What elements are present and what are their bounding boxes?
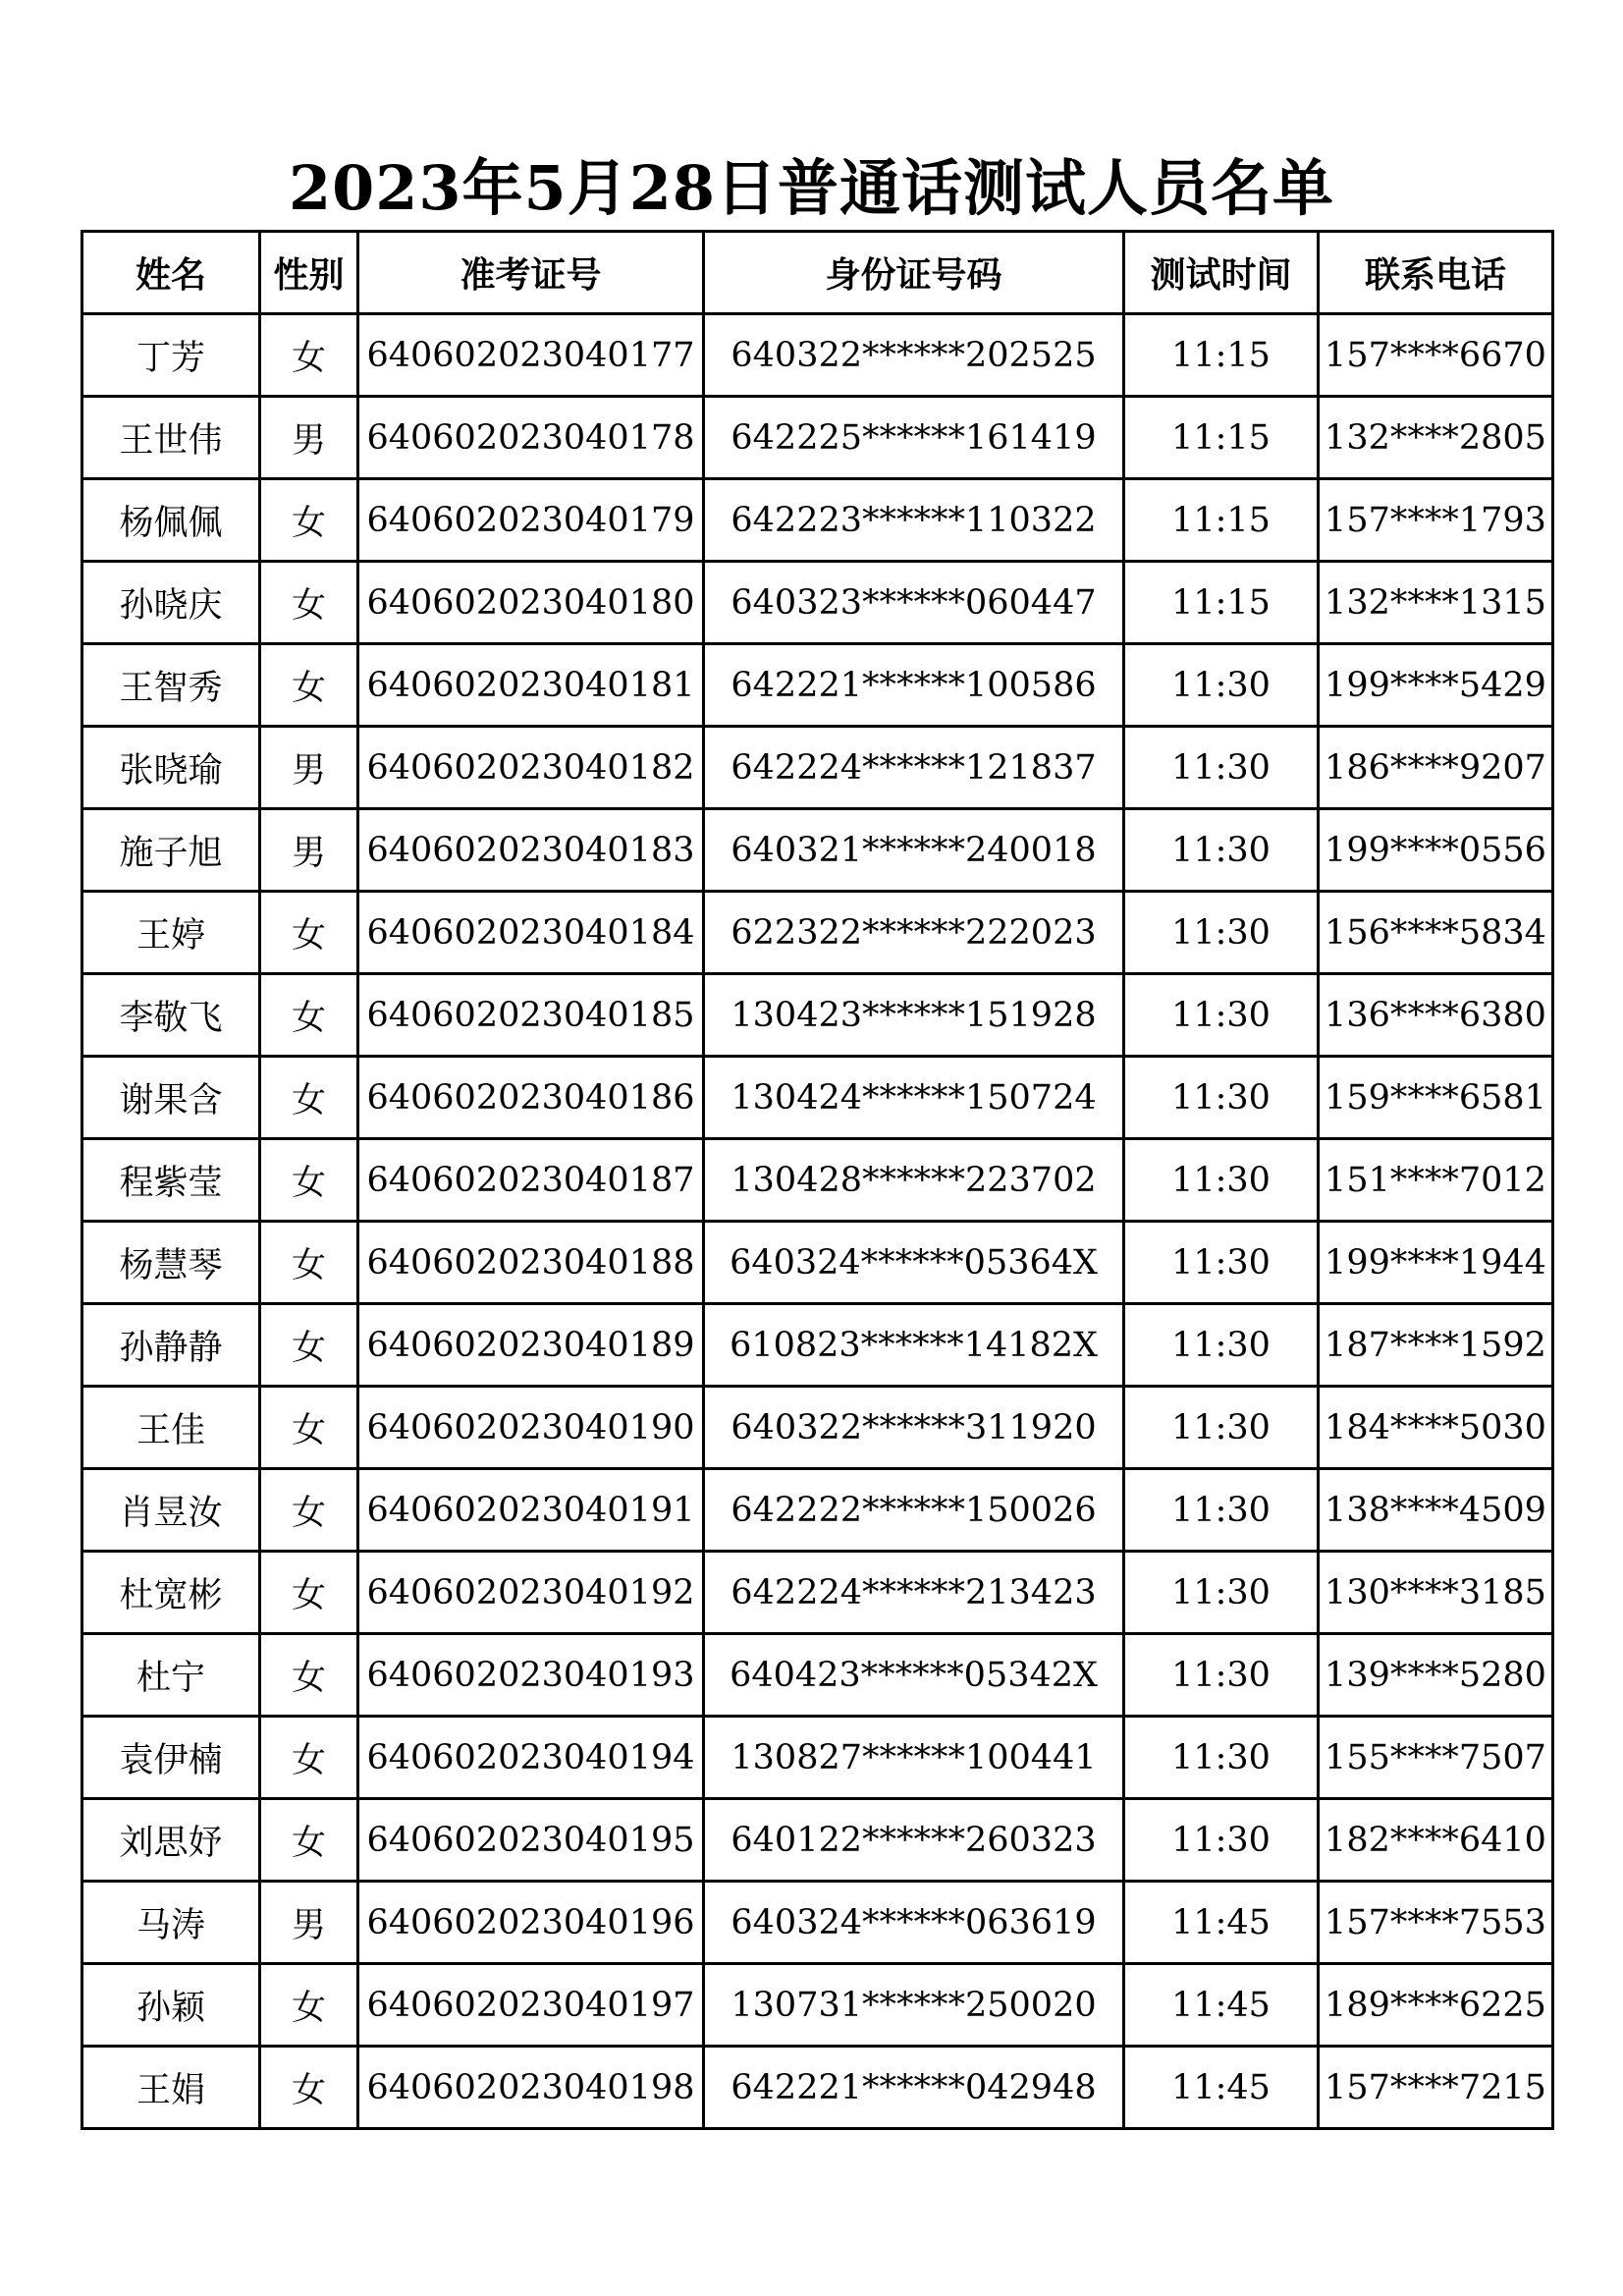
- cell-gender: 女: [260, 1552, 358, 1634]
- table-row: [82, 1882, 1553, 1964]
- cell-admission-no: 640602023040190: [358, 1387, 704, 1469]
- cell-phone: 184****5030: [1319, 1387, 1553, 1469]
- cell-test-time: 11:30: [1124, 727, 1319, 809]
- cell-id-no: 642224******213423: [704, 1552, 1124, 1634]
- table-row: [82, 892, 1553, 974]
- cell-admission-no: 640602023040177: [358, 314, 704, 397]
- cell-name: 马涛: [82, 1882, 260, 1964]
- cell-name: 杜宽彬: [82, 1552, 260, 1634]
- cell-test-time: 11:45: [1124, 1882, 1319, 1964]
- cell-name: 孙晓庆: [82, 562, 260, 644]
- cell-gender: 女: [260, 1799, 358, 1882]
- table-row: [82, 1552, 1553, 1634]
- cell-test-time: 11:45: [1124, 1964, 1319, 2047]
- cell-test-time: 11:30: [1124, 1139, 1319, 1222]
- cell-test-time: 11:30: [1124, 1387, 1319, 1469]
- header-test-time: 测试时间: [1124, 232, 1319, 314]
- cell-name: 刘思妤: [82, 1799, 260, 1882]
- table-row: [82, 314, 1553, 397]
- cell-phone: 199****5429: [1319, 644, 1553, 727]
- cell-admission-no: 640602023040196: [358, 1882, 704, 1964]
- cell-test-time: 11:15: [1124, 562, 1319, 644]
- header-name: 姓名: [82, 232, 260, 314]
- cell-id-no: 642221******100586: [704, 644, 1124, 727]
- cell-name: 丁芳: [82, 314, 260, 397]
- table-row: [82, 397, 1553, 479]
- cell-gender: 女: [260, 479, 358, 562]
- cell-id-no: 610823******14182X: [704, 1304, 1124, 1387]
- table-row: [82, 727, 1553, 809]
- cell-id-no: 640423******05342X: [704, 1634, 1124, 1717]
- cell-phone: 187****1592: [1319, 1304, 1553, 1387]
- cell-name: 王世伟: [82, 397, 260, 479]
- table-row: [82, 2047, 1553, 2129]
- cell-id-no: 640323******060447: [704, 562, 1124, 644]
- cell-id-no: 130423******151928: [704, 974, 1124, 1057]
- cell-gender: 男: [260, 727, 358, 809]
- cell-admission-no: 640602023040194: [358, 1717, 704, 1799]
- table-row: [82, 1469, 1553, 1552]
- cell-name: 王婷: [82, 892, 260, 974]
- cell-phone: 132****2805: [1319, 397, 1553, 479]
- cell-phone: 156****5834: [1319, 892, 1553, 974]
- cell-id-no: 130827******100441: [704, 1717, 1124, 1799]
- cell-test-time: 11:30: [1124, 1634, 1319, 1717]
- cell-test-time: 11:30: [1124, 1304, 1319, 1387]
- cell-id-no: 642225******161419: [704, 397, 1124, 479]
- table-row: [82, 1139, 1553, 1222]
- cell-gender: 女: [260, 974, 358, 1057]
- table-row: [82, 1964, 1553, 2047]
- cell-name: 程紫莹: [82, 1139, 260, 1222]
- cell-name: 王智秀: [82, 644, 260, 727]
- cell-admission-no: 640602023040192: [358, 1552, 704, 1634]
- cell-test-time: 11:30: [1124, 1057, 1319, 1139]
- cell-phone: 132****1315: [1319, 562, 1553, 644]
- cell-name: 孙静静: [82, 1304, 260, 1387]
- cell-phone: 159****6581: [1319, 1057, 1553, 1139]
- cell-gender: 男: [260, 397, 358, 479]
- header-gender: 性别: [260, 232, 358, 314]
- cell-admission-no: 640602023040178: [358, 397, 704, 479]
- cell-phone: 157****7553: [1319, 1882, 1553, 1964]
- cell-admission-no: 640602023040197: [358, 1964, 704, 2047]
- cell-id-no: 642224******121837: [704, 727, 1124, 809]
- table-row: [82, 1387, 1553, 1469]
- cell-name: 孙颖: [82, 1964, 260, 2047]
- cell-gender: 女: [260, 1387, 358, 1469]
- roster-body: [82, 314, 1553, 2129]
- cell-gender: 女: [260, 644, 358, 727]
- cell-phone: 130****3185: [1319, 1552, 1553, 1634]
- cell-phone: 151****7012: [1319, 1139, 1553, 1222]
- table-row: [82, 1634, 1553, 1717]
- cell-gender: 女: [260, 1139, 358, 1222]
- table-row: [82, 1222, 1553, 1304]
- cell-gender: 女: [260, 1304, 358, 1387]
- cell-phone: 199****1944: [1319, 1222, 1553, 1304]
- cell-id-no: 642222******150026: [704, 1469, 1124, 1552]
- roster-table: [81, 230, 1554, 2130]
- cell-admission-no: 640602023040186: [358, 1057, 704, 1139]
- cell-id-no: 640122******260323: [704, 1799, 1124, 1882]
- cell-admission-no: 640602023040181: [358, 644, 704, 727]
- cell-gender: 男: [260, 809, 358, 892]
- cell-name: 杨慧琴: [82, 1222, 260, 1304]
- cell-phone: 139****5280: [1319, 1634, 1553, 1717]
- cell-test-time: 11:30: [1124, 644, 1319, 727]
- cell-phone: 199****0556: [1319, 809, 1553, 892]
- cell-gender: 女: [260, 2047, 358, 2129]
- cell-test-time: 11:30: [1124, 1717, 1319, 1799]
- cell-admission-no: 640602023040179: [358, 479, 704, 562]
- cell-phone: 186****9207: [1319, 727, 1553, 809]
- cell-admission-no: 640602023040180: [358, 562, 704, 644]
- cell-id-no: 640322******202525: [704, 314, 1124, 397]
- cell-admission-no: 640602023040184: [358, 892, 704, 974]
- header-admission-no: 准考证号: [358, 232, 704, 314]
- cell-name: 谢果含: [82, 1057, 260, 1139]
- cell-id-no: 130428******223702: [704, 1139, 1124, 1222]
- table-row: [82, 644, 1553, 727]
- cell-gender: 女: [260, 1222, 358, 1304]
- cell-name: 王佳: [82, 1387, 260, 1469]
- cell-test-time: 11:30: [1124, 1469, 1319, 1552]
- cell-phone: 157****7215: [1319, 2047, 1553, 2129]
- cell-id-no: 640321******240018: [704, 809, 1124, 892]
- cell-phone: 136****6380: [1319, 974, 1553, 1057]
- cell-admission-no: 640602023040191: [358, 1469, 704, 1552]
- table-row: [82, 1799, 1553, 1882]
- table-row: [82, 562, 1553, 644]
- cell-name: 施子旭: [82, 809, 260, 892]
- cell-gender: 男: [260, 1882, 358, 1964]
- cell-id-no: 130424******150724: [704, 1057, 1124, 1139]
- table-row: [82, 974, 1553, 1057]
- cell-test-time: 11:30: [1124, 809, 1319, 892]
- cell-admission-no: 640602023040185: [358, 974, 704, 1057]
- cell-test-time: 11:15: [1124, 314, 1319, 397]
- cell-gender: 女: [260, 1634, 358, 1717]
- table-row: [82, 1057, 1553, 1139]
- cell-id-no: 642221******042948: [704, 2047, 1124, 2129]
- cell-name: 袁伊楠: [82, 1717, 260, 1799]
- cell-name: 张晓瑜: [82, 727, 260, 809]
- cell-gender: 女: [260, 314, 358, 397]
- table-row: [82, 1304, 1553, 1387]
- page-title: 2023年5月28日普通话测试人员名单: [289, 152, 1334, 224]
- cell-gender: 女: [260, 1469, 358, 1552]
- cell-test-time: 11:30: [1124, 974, 1319, 1057]
- cell-id-no: 130731******250020: [704, 1964, 1124, 2047]
- cell-admission-no: 640602023040188: [358, 1222, 704, 1304]
- cell-admission-no: 640602023040182: [358, 727, 704, 809]
- table-row: [82, 1717, 1553, 1799]
- header-phone: 联系电话: [1319, 232, 1553, 314]
- cell-phone: 157****1793: [1319, 479, 1553, 562]
- cell-name: 杨佩佩: [82, 479, 260, 562]
- cell-phone: 155****7507: [1319, 1717, 1553, 1799]
- cell-phone: 138****4509: [1319, 1469, 1553, 1552]
- cell-id-no: 640324******05364X: [704, 1222, 1124, 1304]
- header-id-no: 身份证号码: [704, 232, 1124, 314]
- cell-test-time: 11:30: [1124, 1552, 1319, 1634]
- header-row: [82, 232, 1553, 314]
- cell-gender: 女: [260, 892, 358, 974]
- cell-admission-no: 640602023040198: [358, 2047, 704, 2129]
- cell-admission-no: 640602023040183: [358, 809, 704, 892]
- cell-admission-no: 640602023040193: [358, 1634, 704, 1717]
- cell-phone: 157****6670: [1319, 314, 1553, 397]
- cell-id-no: 642223******110322: [704, 479, 1124, 562]
- cell-name: 王娟: [82, 2047, 260, 2129]
- cell-test-time: 11:15: [1124, 479, 1319, 562]
- table-row: [82, 479, 1553, 562]
- cell-id-no: 622322******222023: [704, 892, 1124, 974]
- cell-admission-no: 640602023040195: [358, 1799, 704, 1882]
- cell-gender: 女: [260, 562, 358, 644]
- table-row: [82, 809, 1553, 892]
- cell-name: 杜宁: [82, 1634, 260, 1717]
- cell-admission-no: 640602023040189: [358, 1304, 704, 1387]
- cell-test-time: 11:30: [1124, 892, 1319, 974]
- cell-name: 肖昱汝: [82, 1469, 260, 1552]
- cell-gender: 女: [260, 1057, 358, 1139]
- cell-name: 李敬飞: [82, 974, 260, 1057]
- cell-test-time: 11:45: [1124, 2047, 1319, 2129]
- cell-test-time: 11:30: [1124, 1799, 1319, 1882]
- cell-test-time: 11:15: [1124, 397, 1319, 479]
- cell-admission-no: 640602023040187: [358, 1139, 704, 1222]
- cell-gender: 女: [260, 1964, 358, 2047]
- cell-id-no: 640324******063619: [704, 1882, 1124, 1964]
- cell-gender: 女: [260, 1717, 358, 1799]
- cell-phone: 182****6410: [1319, 1799, 1553, 1882]
- cell-id-no: 640322******311920: [704, 1387, 1124, 1469]
- cell-test-time: 11:30: [1124, 1222, 1319, 1304]
- cell-phone: 189****6225: [1319, 1964, 1553, 2047]
